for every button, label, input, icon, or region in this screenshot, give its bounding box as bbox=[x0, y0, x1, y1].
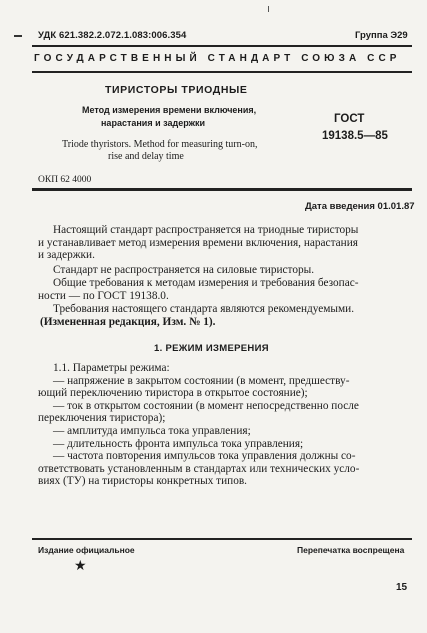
clause-line: виях (ТУ) на тиристоры конкретных типов. bbox=[38, 475, 248, 488]
left-dash bbox=[14, 35, 22, 37]
text-line: Настоящий стандарт распространяется на триодные тиристоры bbox=[53, 224, 359, 236]
top-mark bbox=[268, 6, 269, 12]
clause-line: ответствовать установленным в стандартах или технических усло- bbox=[38, 462, 360, 475]
paragraph-exclusion bbox=[38, 264, 410, 277]
standard-title: ГОСУДАРСТВЕННЫЙ СТАНДАРТ СОЮЗА ССР bbox=[34, 53, 401, 64]
standard-title-rule bbox=[32, 71, 412, 73]
english-title-line1: Triode thyristors. Method for measuring turn-on, bbox=[62, 139, 258, 150]
text-line: и устанавливает метод измерения времени включения, нарастания bbox=[38, 236, 358, 249]
clause-line: — ток в открытом состоянии (в момент непосредственно после bbox=[53, 399, 359, 412]
paragraph-recommended bbox=[38, 303, 410, 328]
gost-label: ГОСТ bbox=[334, 113, 365, 125]
okp-code: ОКП 62 4000 bbox=[38, 175, 92, 185]
subtitle-line1: Метод измерения времени включения, bbox=[82, 105, 257, 115]
amendment-note: (Измененная редакция, Изм. № 1). bbox=[40, 315, 216, 328]
subtitle-line2: нарастания и задержки bbox=[101, 118, 205, 128]
text-line: ности — по ГОСТ 19138.0. bbox=[38, 289, 169, 302]
document-title: ТИРИСТОРЫ ТРИОДНЫЕ bbox=[105, 84, 248, 96]
star-icon: ★ bbox=[74, 559, 87, 574]
text-line: Требования настоящего стандарта являются рекомендуемыми. bbox=[53, 303, 355, 315]
gost-number: 19138.5—85 bbox=[322, 130, 388, 142]
paragraph-scope bbox=[38, 224, 410, 262]
clause-line: — напряжение в закрытом состоянии (в момент, предшеству- bbox=[53, 374, 350, 387]
section-heading: 1. РЕЖИМ ИЗМЕРЕНИЯ bbox=[154, 343, 269, 354]
clause-line: — длительность фронта импульса тока управления; bbox=[53, 437, 304, 450]
udk-code: УДК 621.382.2.072.1.083:006.354 bbox=[38, 30, 187, 41]
footer-rule bbox=[32, 538, 412, 540]
text-line: и задержки. bbox=[38, 249, 95, 262]
text-line: Стандарт не распространяется на силовые тиристоры. bbox=[53, 264, 315, 276]
clause-line: ющий переключению тиристора в открытое состояние); bbox=[38, 387, 308, 400]
clause-1-1 bbox=[38, 362, 410, 488]
paragraph-general-requirements bbox=[38, 277, 410, 302]
reprint-prohibited: Перепечатка воспрещена bbox=[297, 545, 405, 555]
introduction-date: Дата введения 01.01.87 bbox=[305, 201, 415, 212]
text-line: Общие требования к методам измерения и требования безопас- bbox=[53, 277, 359, 289]
page-number: 15 bbox=[396, 582, 408, 593]
clause-line: переключения тиристора); bbox=[38, 412, 166, 425]
group-code: Группа Э29 bbox=[355, 30, 408, 41]
english-title-line2: rise and delay time bbox=[108, 151, 184, 162]
okp-rule bbox=[32, 188, 412, 191]
clause-line: — частота повторения импульсов тока управления должны со- bbox=[53, 450, 356, 463]
clause-line: — амплитуда импульса тока управления; bbox=[53, 424, 251, 437]
top-rule bbox=[32, 45, 412, 47]
clause-line: 1.1. Параметры режима: bbox=[53, 362, 170, 374]
official-edition: Издание официальное bbox=[38, 545, 135, 555]
